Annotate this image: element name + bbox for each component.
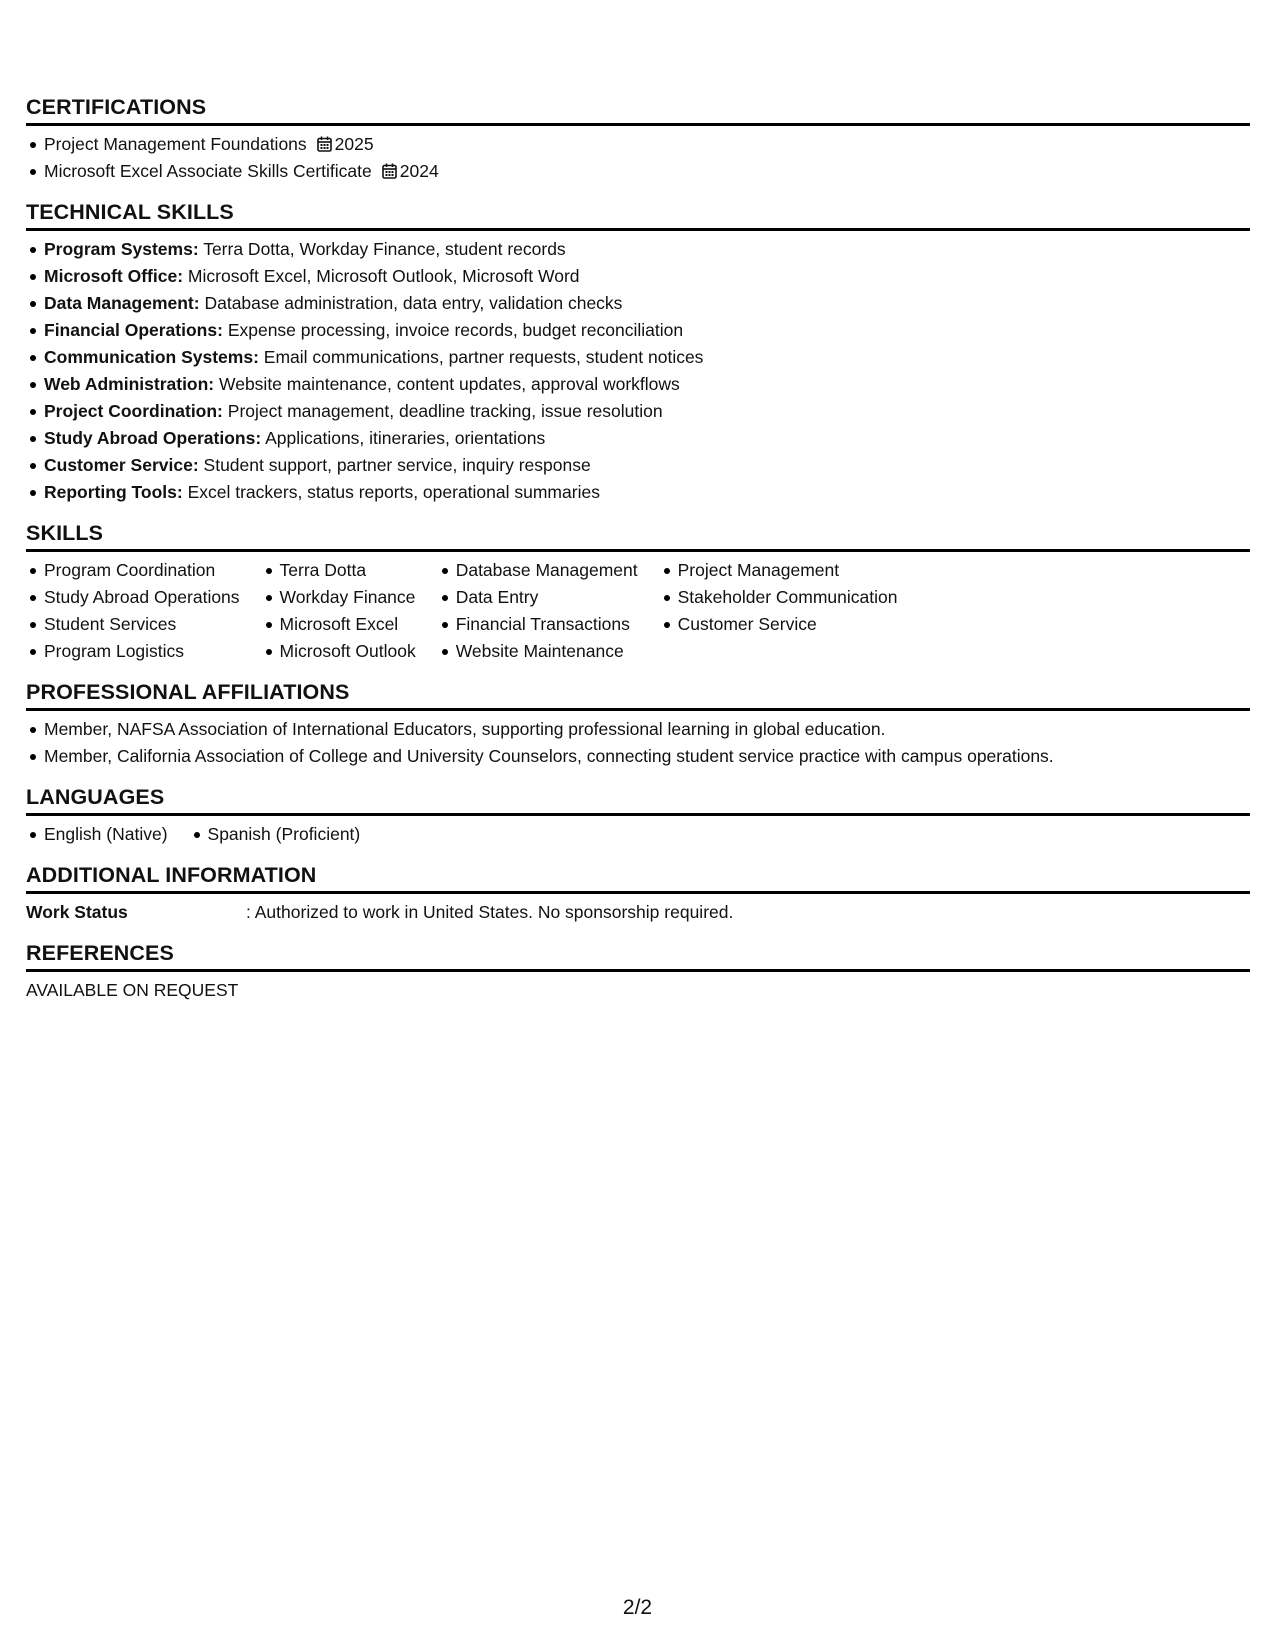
- skill-details: Applications, itineraries, orientations: [265, 428, 546, 448]
- calendar-icon: [382, 163, 397, 179]
- list-item: [26, 452, 1250, 479]
- affiliations-heading: PROFESSIONAL AFFILIATIONS: [26, 679, 1250, 711]
- certification-name: Microsoft Excel Associate Skills Certificate: [44, 161, 372, 181]
- list-item: [26, 290, 1250, 317]
- work-status-value: : Authorized to work in United States. No sponsorship required.: [246, 902, 734, 922]
- skill-category: Reporting Tools:: [44, 482, 183, 502]
- skills-column: [438, 557, 638, 665]
- list-item: [26, 158, 1250, 185]
- references-heading: REFERENCES: [26, 940, 1250, 972]
- skill-category: Program Systems:: [44, 239, 199, 259]
- page-number: 2/2: [622, 1596, 653, 1619]
- list-item: [26, 131, 1250, 158]
- list-item: Member, California Association of College and University Counselors, connecting student service practice with campus operations.: [26, 743, 1250, 770]
- list-item: Workday Finance: [262, 584, 416, 611]
- list-item: Data Entry: [438, 584, 638, 611]
- technical-skills-section: [26, 199, 1250, 506]
- list-item: English (Native): [26, 821, 168, 848]
- list-item: Website Maintenance: [438, 638, 638, 665]
- skills-column: [262, 557, 416, 665]
- languages-section: [26, 784, 1250, 848]
- skills-section: [26, 520, 1250, 665]
- list-item: Microsoft Excel: [262, 611, 416, 638]
- certifications-section: [26, 94, 1250, 185]
- work-status-label: Work Status: [26, 902, 128, 922]
- list-item: Student Services: [26, 611, 240, 638]
- list-item: Financial Transactions: [438, 611, 638, 638]
- certification-year: 2024: [399, 161, 439, 181]
- skill-category: Web Administration:: [44, 374, 215, 394]
- skill-category: Customer Service:: [44, 455, 199, 475]
- list-item: Customer Service: [660, 611, 898, 638]
- skill-details: Website maintenance, content updates, approval workflows: [219, 374, 680, 394]
- languages-heading: LANGUAGES: [26, 784, 1250, 816]
- resume-page: [26, 94, 1250, 1018]
- skill-details: Expense processing, invoice records, budget reconciliation: [227, 320, 684, 340]
- skills-column: [26, 557, 240, 665]
- certification-year: 2025: [334, 134, 374, 154]
- list-item: [26, 371, 1250, 398]
- list-item: Program Logistics: [26, 638, 240, 665]
- skill-category: Microsoft Office:: [44, 266, 184, 286]
- affiliations-list: [26, 716, 1250, 770]
- skill-details: Excel trackers, status reports, operational summaries: [187, 482, 600, 502]
- additional-info-section: [26, 862, 1250, 926]
- references-text: AVAILABLE ON REQUEST: [26, 980, 239, 1000]
- work-status-row: [26, 899, 1250, 926]
- certifications-heading: CERTIFICATIONS: [26, 94, 1250, 126]
- skill-details: Email communications, partner requests, student notices: [263, 347, 704, 367]
- list-item: [26, 479, 1250, 506]
- list-item: [26, 398, 1250, 425]
- list-item: Spanish (Proficient): [190, 821, 361, 848]
- technical-skills-heading: TECHNICAL SKILLS: [26, 199, 1250, 231]
- list-item: Program Coordination: [26, 557, 240, 584]
- additional-info-heading: ADDITIONAL INFORMATION: [26, 862, 1250, 894]
- list-item: Study Abroad Operations: [26, 584, 240, 611]
- list-item: [26, 344, 1250, 371]
- skill-category: Data Management:: [44, 293, 200, 313]
- skill-details: Project management, deadline tracking, issue resolution: [227, 401, 663, 421]
- list-item: Database Management: [438, 557, 638, 584]
- skill-details: Student support, partner service, inquiry response: [203, 455, 591, 475]
- skill-category: Communication Systems:: [44, 347, 259, 367]
- list-item: Project Management: [660, 557, 898, 584]
- list-item: Member, NAFSA Association of International Educators, supporting professional learning in global education.: [26, 716, 1250, 743]
- certification-date: [382, 161, 439, 181]
- languages-list: [26, 821, 1250, 848]
- skills-column: [660, 557, 898, 665]
- certification-date: [317, 134, 374, 154]
- skill-details: Terra Dotta, Workday Finance, student records: [203, 239, 566, 259]
- affiliations-section: [26, 679, 1250, 770]
- certification-name: Project Management Foundations: [44, 134, 307, 154]
- list-item: [26, 236, 1250, 263]
- skill-category: Study Abroad Operations:: [44, 428, 262, 448]
- list-item: [26, 425, 1250, 452]
- skills-grid: [26, 557, 1250, 665]
- list-item: [26, 263, 1250, 290]
- skill-details: Database administration, data entry, validation checks: [204, 293, 623, 313]
- list-item: Terra Dotta: [262, 557, 416, 584]
- list-item: [26, 317, 1250, 344]
- skill-details: Microsoft Excel, Microsoft Outlook, Microsoft Word: [187, 266, 580, 286]
- list-item: Stakeholder Communication: [660, 584, 898, 611]
- references-section: [26, 940, 1250, 1004]
- skills-heading: SKILLS: [26, 520, 1250, 552]
- calendar-icon: [317, 136, 332, 152]
- certifications-list: [26, 131, 1250, 185]
- skill-category: Project Coordination:: [44, 401, 223, 421]
- list-item: Microsoft Outlook: [262, 638, 416, 665]
- skill-category: Financial Operations:: [44, 320, 223, 340]
- technical-skills-list: [26, 236, 1250, 506]
